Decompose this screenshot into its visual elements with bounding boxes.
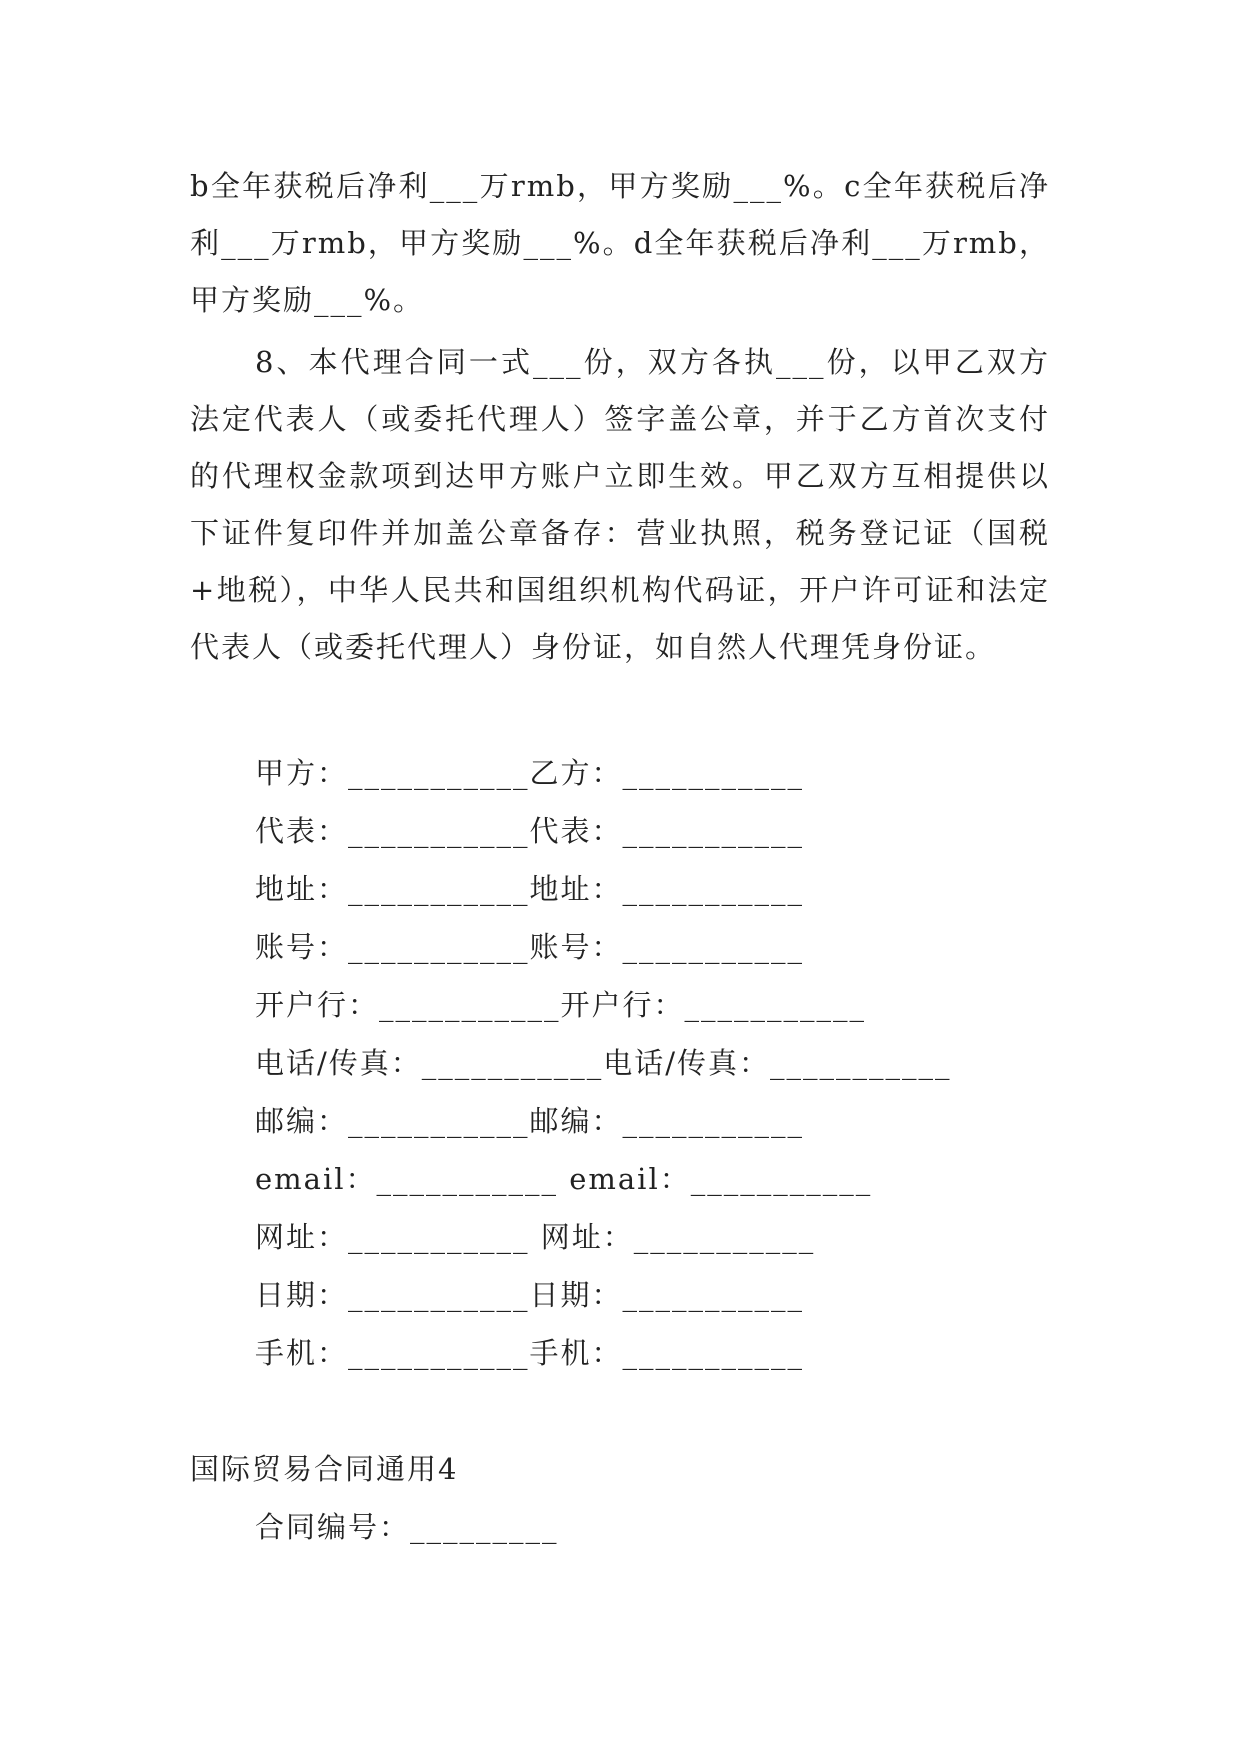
field-row-account: 账号：___________账号：___________ (255, 930, 805, 964)
field-row-bank: 开户行：___________开户行：___________ (255, 988, 867, 1022)
section-heading: 国际贸易合同通用4 (190, 1452, 459, 1486)
field-row-website: 网址：___________ 网址：___________ (255, 1220, 816, 1254)
field-row-representative: 代表：___________代表：___________ (255, 814, 805, 848)
field-row-party: 甲方：___________乙方：___________ (255, 756, 805, 790)
field-row-postcode: 邮编：___________邮编：___________ (255, 1104, 805, 1138)
signature-block (255, 744, 952, 1382)
field-row-mobile: 手机：___________手机：___________ (255, 1336, 805, 1370)
contract-number-line: 合同编号：_________ (255, 1510, 559, 1544)
field-row-address: 地址：___________地址：___________ (255, 872, 805, 906)
paragraph-profit-rewards: b全年获税后净利___万rmb，甲方奖励___%。c全年获税后净利___万rmb，甲方奖励___%。d全年获税后净利___万rmb，甲方奖励___%。 (190, 169, 1050, 317)
paragraph-clause-8: 8、本代理合同一式___份，双方各执___份，以甲乙双方法定代表人（或委托代理人）签字盖公章，并于乙方首次支付的代理权金款项到达甲方账户立即生效。甲乙双方互相提供以下证件复印件并加盖公章备存：营业执照，税务登记证（国税+地税），中华人民共和国组织机构代码证，开户许可证和法定代表人（或委托代理人）身份证，如自然人代理凭身份证。 (190, 345, 1050, 664)
field-row-date: 日期：___________日期：___________ (255, 1278, 805, 1312)
field-row-email: email：___________ email：___________ (255, 1162, 873, 1196)
field-row-phone-fax: 电话/传真：___________电话/传真：___________ (255, 1046, 952, 1080)
